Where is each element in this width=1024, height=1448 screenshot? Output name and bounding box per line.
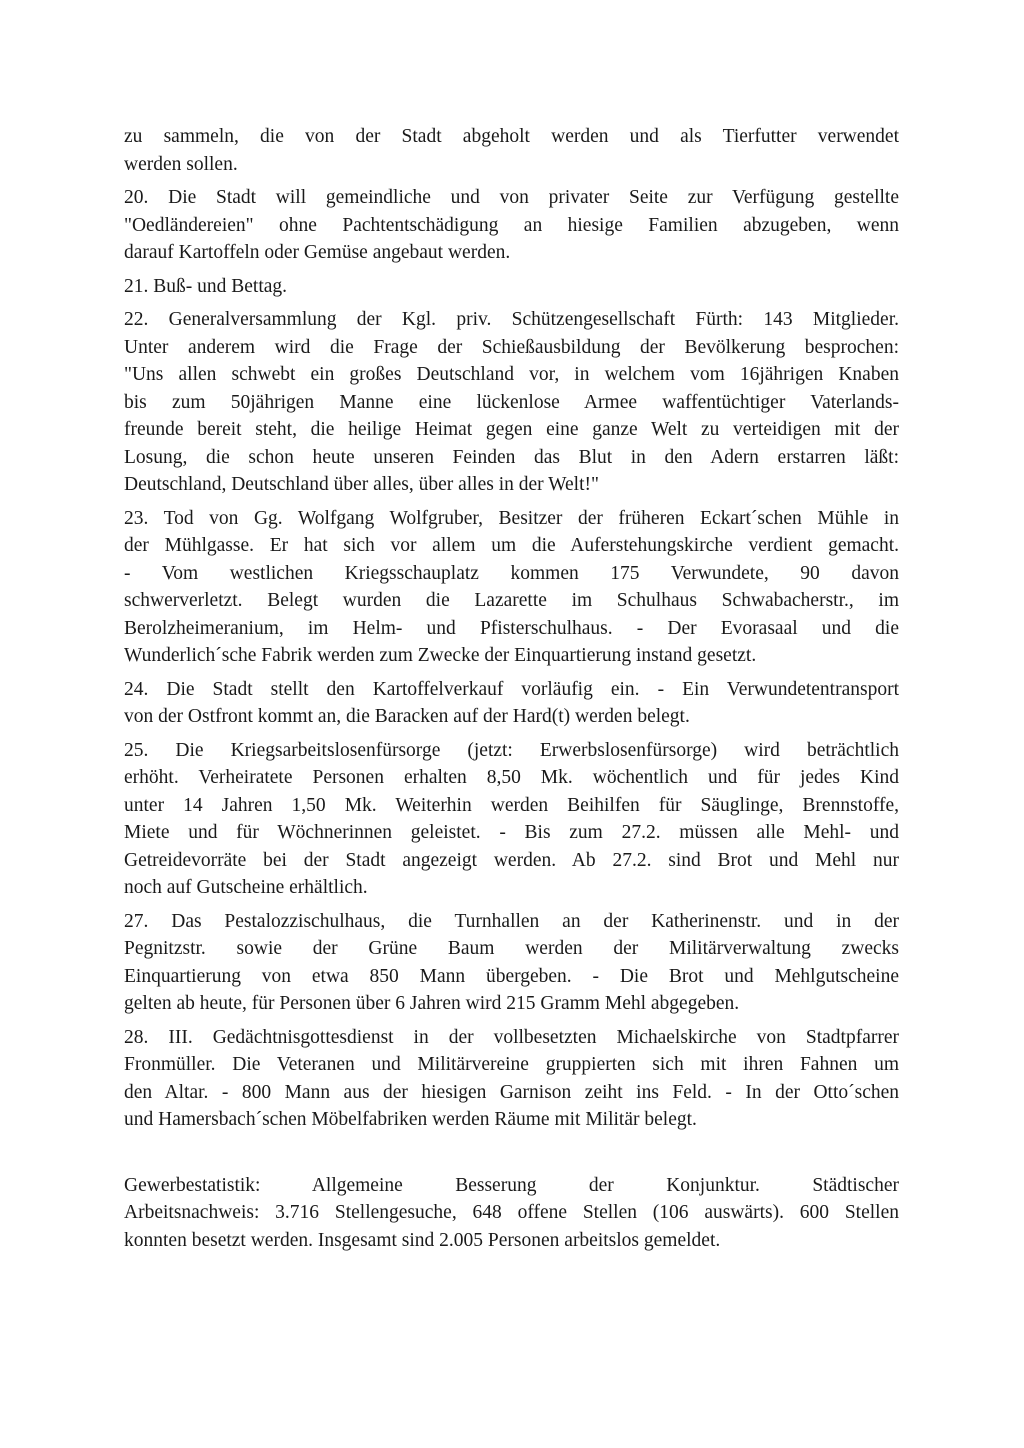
text-line: zu sammeln, die von der Stadt abgeholt werden und als Tierfutter verwendet <box>124 126 899 147</box>
text-line: Pegnitzstr. sowie der Grüne Baum werden der Militärverwaltung zwecks <box>124 938 899 959</box>
text-line: Arbeitsnachweis: 3.716 Stellengesuche, 648 offene Stellen (106 auswärts). 600 Stellen <box>124 1202 899 1223</box>
entry-paragraph <box>124 908 899 1018</box>
text-line: Einquartierung von etwa 850 Mann übergeben. - Die Brot und Mehlgutscheine <box>124 965 899 987</box>
text-line: bis zum 50jährigen Manne eine lückenlose Armee waffentüchtiger Vaterlands- <box>124 391 899 413</box>
text-line: Unter anderem wird die Frage der Schießausbildung der Bevölkerung besprochen: <box>124 336 899 358</box>
text-line: werden sollen. <box>124 153 238 175</box>
text-line: 21. Buß- und Bettag. <box>124 275 288 297</box>
text-line: 23. Tod von Gg. Wolfgang Wolfgruber, Besitzer der früheren Eckart´schen Mühle in <box>124 507 899 529</box>
text-line: - Vom westlichen Kriegsschauplatz kommen 175 Verwundete, 90 davon <box>124 562 899 584</box>
text-line: noch auf Gutscheine erhältlich. <box>124 877 368 898</box>
text-line: Wunderlich´sche Fabrik werden zum Zwecke der Einquartierung instand gesetzt. <box>124 645 757 666</box>
text-line: und Hamersbach´schen Möbelfabriken werden Räume mit Militär belegt. <box>124 1109 697 1130</box>
text-line: konnten besetzt werden. Insgesamt sind 2.005 Personen arbeitslos gemeldet. <box>124 1229 721 1251</box>
document-page <box>124 123 899 1254</box>
text-line: gelten ab heute, für Personen über 6 Jahren wird 215 Gramm Mehl abgegeben. <box>124 993 740 1014</box>
text-line: schwerverletzt. Belegt wurden die Lazarette im Schulhaus Schwabacherstr., im <box>124 590 899 611</box>
entry-paragraph <box>124 737 899 902</box>
entry-paragraph <box>124 123 899 178</box>
text-line: unter 14 Jahren 1,50 Mk. Weiterhin werden Beihilfen für Säuglinge, Brennstoffe, <box>124 794 899 816</box>
text-line: 28. III. Gedächtnisgottesdienst in der vollbesetzten Michaelskirche von Stadtpfarrer <box>124 1026 899 1048</box>
text-line: "Oedländereien" ohne Pachtentschädigung an hiesige Familien abzugeben, wenn <box>124 214 899 236</box>
text-line: 25. Die Kriegsarbeitslosenfürsorge (jetzt: Erwerbslosenfürsorge) wird beträchtlich <box>124 739 899 761</box>
entry-paragraph <box>124 505 899 670</box>
text-line: "Uns allen schwebt ein großes Deutschland vor, in welchem vom 16jährigen Knaben <box>124 364 899 385</box>
entry-paragraph <box>124 676 899 731</box>
text-line: von der Ostfront kommt an, die Baracken auf der Hard(t) werden belegt. <box>124 706 690 727</box>
text-line: 20. Die Stadt will gemeindliche und von privater Seite zur Verfügung gestellte <box>124 187 899 208</box>
text-line: Deutschland, Deutschland über alles, über alles in der Welt!" <box>124 474 599 495</box>
text-line: darauf Kartoffeln oder Gemüse angebaut werden. <box>124 242 511 263</box>
text-line: der Mühlgasse. Er hat sich vor allem um die Auferstehungskirche verdient gemacht. <box>124 535 899 556</box>
text-line: Getreidevorräte bei der Stadt angezeigt werden. Ab 27.2. sind Brot und Mehl nur <box>124 849 899 871</box>
text-line: 22. Generalversammlung der Kgl. priv. Schützengesellschaft Fürth: 143 Mitglieder. <box>124 309 899 330</box>
text-line: Gewerbestatistik: Allgemeine Besserung der Konjunktur. Städtischer <box>124 1174 899 1196</box>
text-line: den Altar. - 800 Mann aus der hiesigen Garnison zeiht ins Feld. - In der Otto´schen <box>124 1081 899 1103</box>
summary-paragraph <box>124 1172 899 1255</box>
text-line: freunde bereit steht, die heilige Heimat gegen eine ganze Welt zu verteidigen mit der <box>124 419 899 440</box>
entry-paragraph <box>124 1024 899 1134</box>
text-line: Fronmüller. Die Veteranen und Militärvereine gruppierten sich mit ihren Fahnen um <box>124 1054 899 1075</box>
text-line: 27. Das Pestalozzischulhaus, die Turnhallen an der Katherinenstr. und in der <box>124 910 899 932</box>
text-line: 24. Die Stadt stellt den Kartoffelverkauf vorläufig ein. - Ein Verwundetentransport <box>124 678 899 700</box>
entry-paragraph <box>124 273 899 301</box>
text-line: Miete und für Wöchnerinnen geleistet. - Bis zum 27.2. müssen alle Mehl- und <box>124 822 899 843</box>
text-line: erhöht. Verheiratete Personen erhalten 8,50 Mk. wöchentlich und für jedes Kind <box>124 767 899 788</box>
entry-paragraph <box>124 306 899 499</box>
text-line: Berolzheimeranium, im Helm- und Pfisterschulhaus. - Der Evorasaal und die <box>124 617 899 639</box>
text-line: Losung, die schon heute unseren Feinden das Blut in den Adern erstarren läßt: <box>124 446 899 468</box>
entry-paragraph <box>124 184 899 267</box>
